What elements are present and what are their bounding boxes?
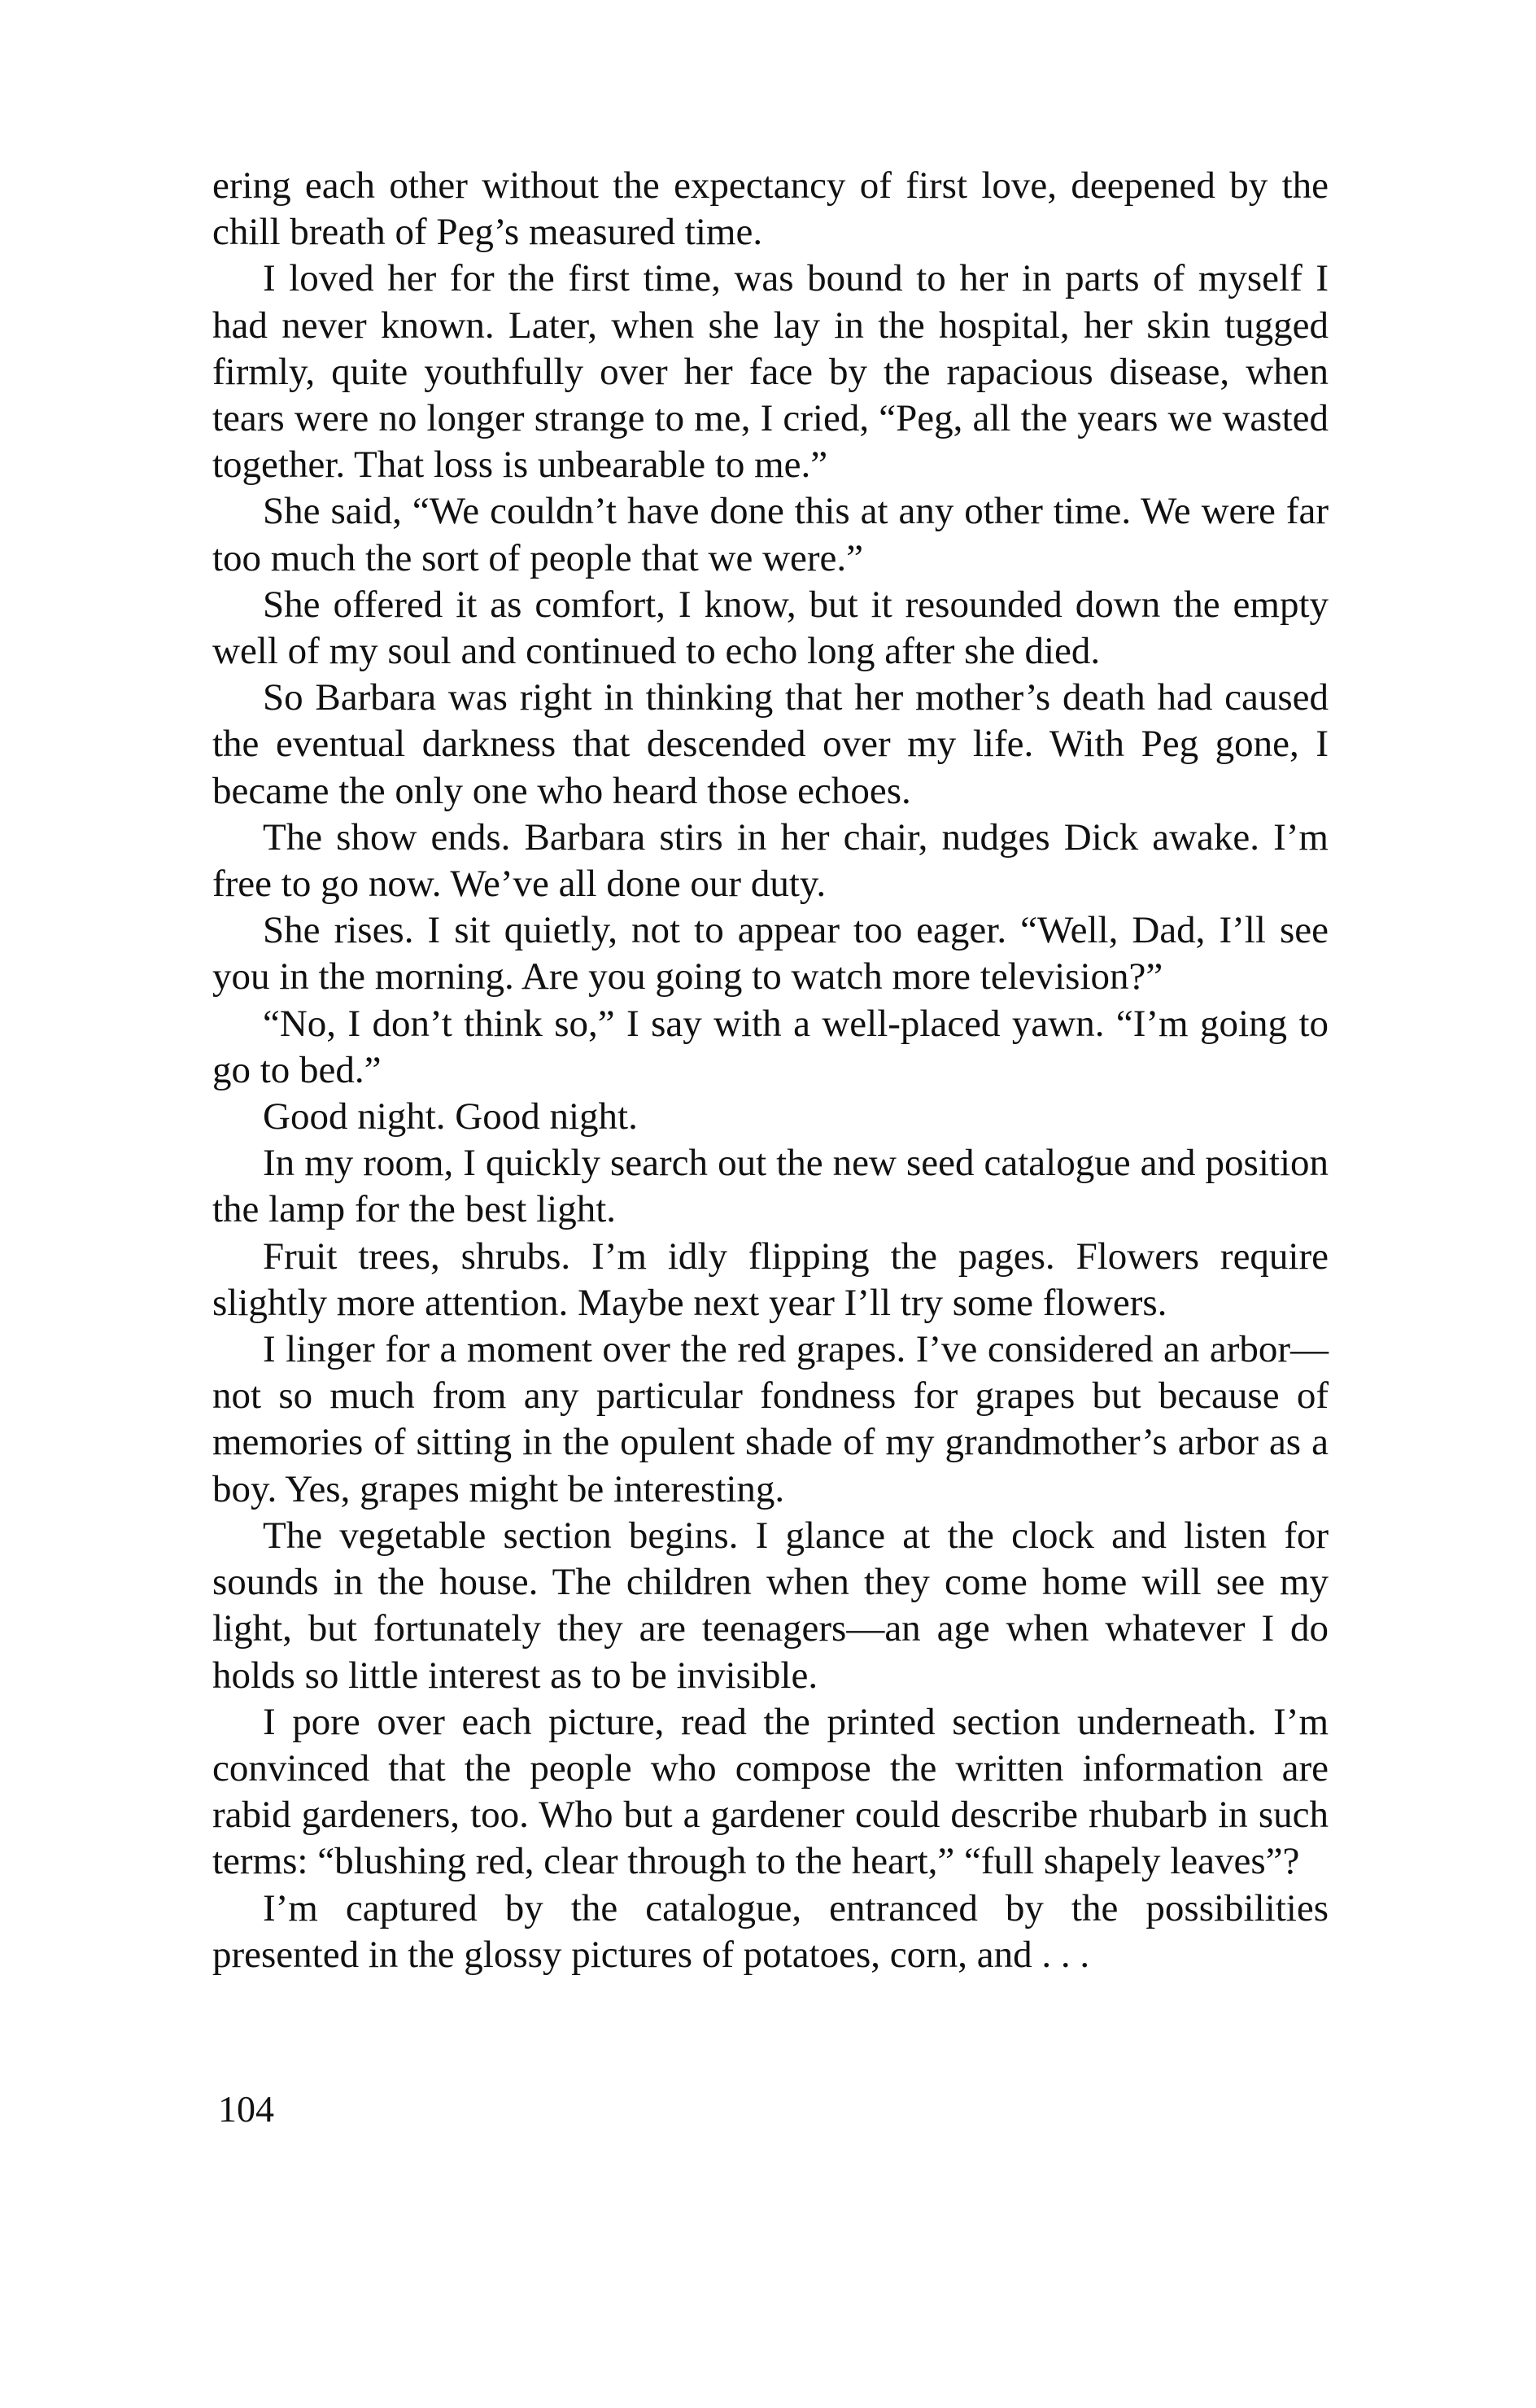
paragraph-13: The vegetable section begins. I glance at the clock and listen for sounds in the house. The children when they come home will see my light, but fortunately they are teenagers—an age when whatever I do holds so little interest as to be invisible.	[212, 1514, 1329, 1697]
paragraph-1: ering each other without the expectancy of first love, deepened by the chill breath of Peg’s measured time.	[212, 164, 1329, 254]
paragraph-14: I pore over each picture, read the printed section underneath. I’m convinced that the people who compose the written information are rabid gardeners, too. Who but a gardener could describe rhubarb in such terms: “blushing red, clear through to the heart,” “full shapely leaves”?	[212, 1700, 1329, 1883]
paragraph-4: She offered it as comfort, I know, but it resounded down the empty well of my soul and continued to echo long after she died.	[212, 583, 1329, 673]
paragraph-3: She said, “We couldn’t have done this at any other time. We were far too much the sort of people that we were.”	[212, 490, 1329, 579]
paragraph-12: I linger for a moment over the red grapes. I’ve considered an arbor—not so much from any particular fondness for grapes but because of memories of sitting in the opulent shade of my grandmother’s arbor as a boy. Yes, grapes might be interesting.	[212, 1328, 1329, 1510]
paragraph-2: I loved her for the first time, was bound to her in parts of myself I had never known. Later, when she lay in the hospital, her skin tugged firmly, quite youthfully over her face by the rapacious disease, when tears were no longer strange to me, I cried, “Peg, all the years we wasted together. That loss is unbearable to me.”	[212, 257, 1329, 487]
paragraph-11: Fruit trees, shrubs. I’m idly flipping the pages. Flowers require slightly more attention. Maybe next year I’ll try some flowers.	[212, 1235, 1329, 1324]
paragraph-8: “No, I don’t think so,” I say with a well-placed yawn. “I’m going to go to bed.”	[212, 1002, 1329, 1091]
page-number: 104	[218, 2088, 274, 2130]
paragraph-15: I’m captured by the catalogue, entranced by the possibilities presented in the glossy pictures of potatoes, corn, and . . .	[212, 1886, 1329, 1976]
paragraph-10: In my room, I quickly search out the new seed catalogue and position the lamp for the best light.	[212, 1142, 1329, 1231]
body-text	[212, 163, 1329, 1978]
paragraph-7: She rises. I sit quietly, not to appear too eager. “Well, Dad, I’ll see you in the morning. Are you going to watch more television?”	[212, 909, 1329, 999]
paragraph-6: The show ends. Barbara stirs in her chair, nudges Dick awake. I’m free to go now. We’ve all done our duty.	[212, 815, 1329, 906]
paragraph-9: Good night. Good night.	[263, 1095, 638, 1138]
paragraph-5: So Barbara was right in thinking that her mother’s death had caused the eventual darkness that descended over my life. With Peg gone, I became the only one who heard those echoes.	[212, 676, 1329, 812]
